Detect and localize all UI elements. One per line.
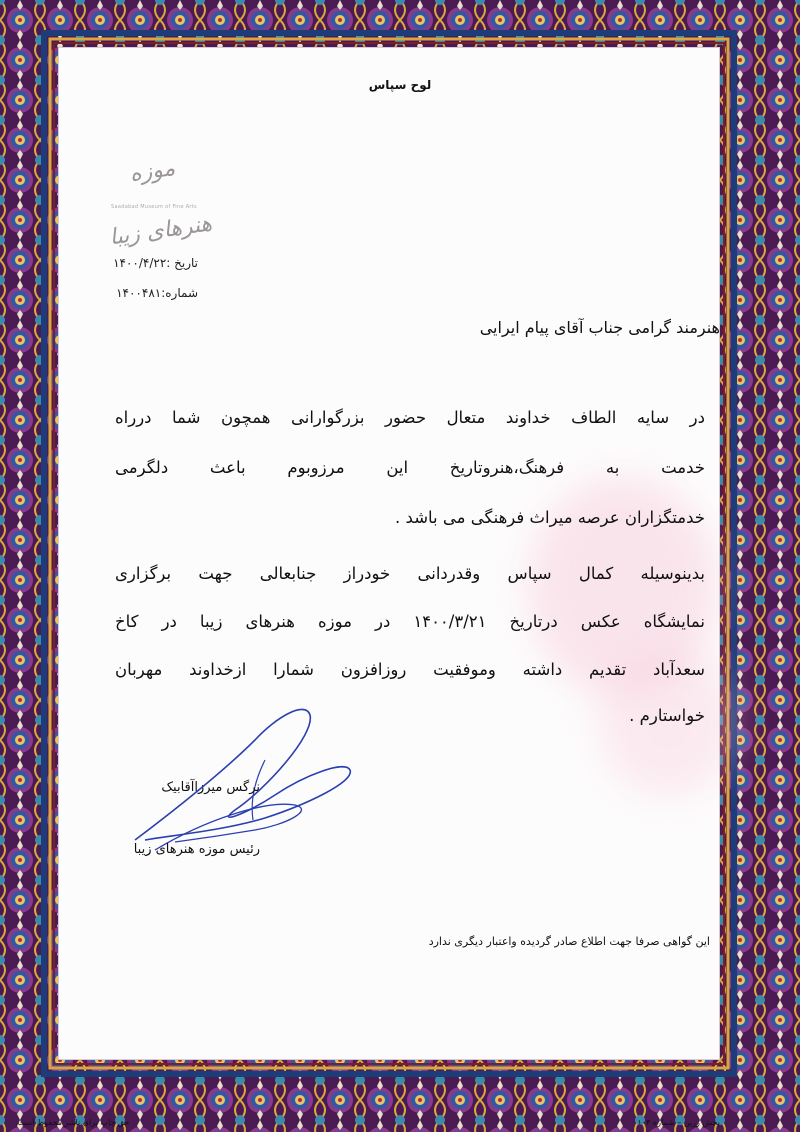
paragraph1-line3: خدمتگزاران عرصه میراث فرهنگی می باشد . — [395, 508, 705, 527]
document-title: لوح سپاس — [368, 78, 432, 92]
document-date: تاریخ :۱۴۰۰/۴/۲۲ — [113, 256, 198, 270]
paragraph1-line1: در سایه الطاف خداوند متعال حضور بزرگوارانی همچون شما درراه — [115, 408, 705, 427]
paragraph2-line2: نمایشگاه عکس درتاریخ ۱۴۰۰/۳/۲۱ در موزه هنرهای زیبا در کاخ — [115, 612, 705, 631]
print-credit-right: پخش زرین – شماره ۱۰۴ — [637, 1118, 720, 1127]
signer-name: نرگس میرزاآقابیک — [161, 780, 260, 795]
salutation: هنرمند گرامی جناب آقای پیام ایرایی — [479, 318, 720, 337]
logo-text: موزه هنرهای زیبا — [108, 155, 214, 251]
paragraph1-line2: خدمت به فرهنگ،هنروتاریخ این مرزوبوم باعث دلگرمی — [115, 458, 705, 477]
museum-logo — [95, 142, 214, 251]
paragraph2-line4: خواستارم . — [629, 706, 705, 725]
footer-note: این گواهی صرفا جهت اطلاع صادر گردیده واعتبار دیگری ندارد — [428, 935, 710, 948]
print-credit-left: حق چاپ برای ناشر محفوظ است. — [15, 1118, 130, 1127]
document-number: شماره:۱۴۰۰۴۸۱ — [116, 286, 198, 300]
paragraph2-line1: بدینوسیله کمال سپاس وقدردانی خودراز جنابعالی جهت برگزاری — [115, 564, 705, 583]
logo-subtitle: Saadabad Museum of Fine Arts — [111, 204, 197, 210]
paragraph2-line3: سعدآباد تقدیم داشته وموفقیت روزافزون شمارا ازخداوند مهربان — [115, 660, 705, 679]
signer-title: رئیس موزه هنرهای زیبا — [133, 842, 260, 857]
